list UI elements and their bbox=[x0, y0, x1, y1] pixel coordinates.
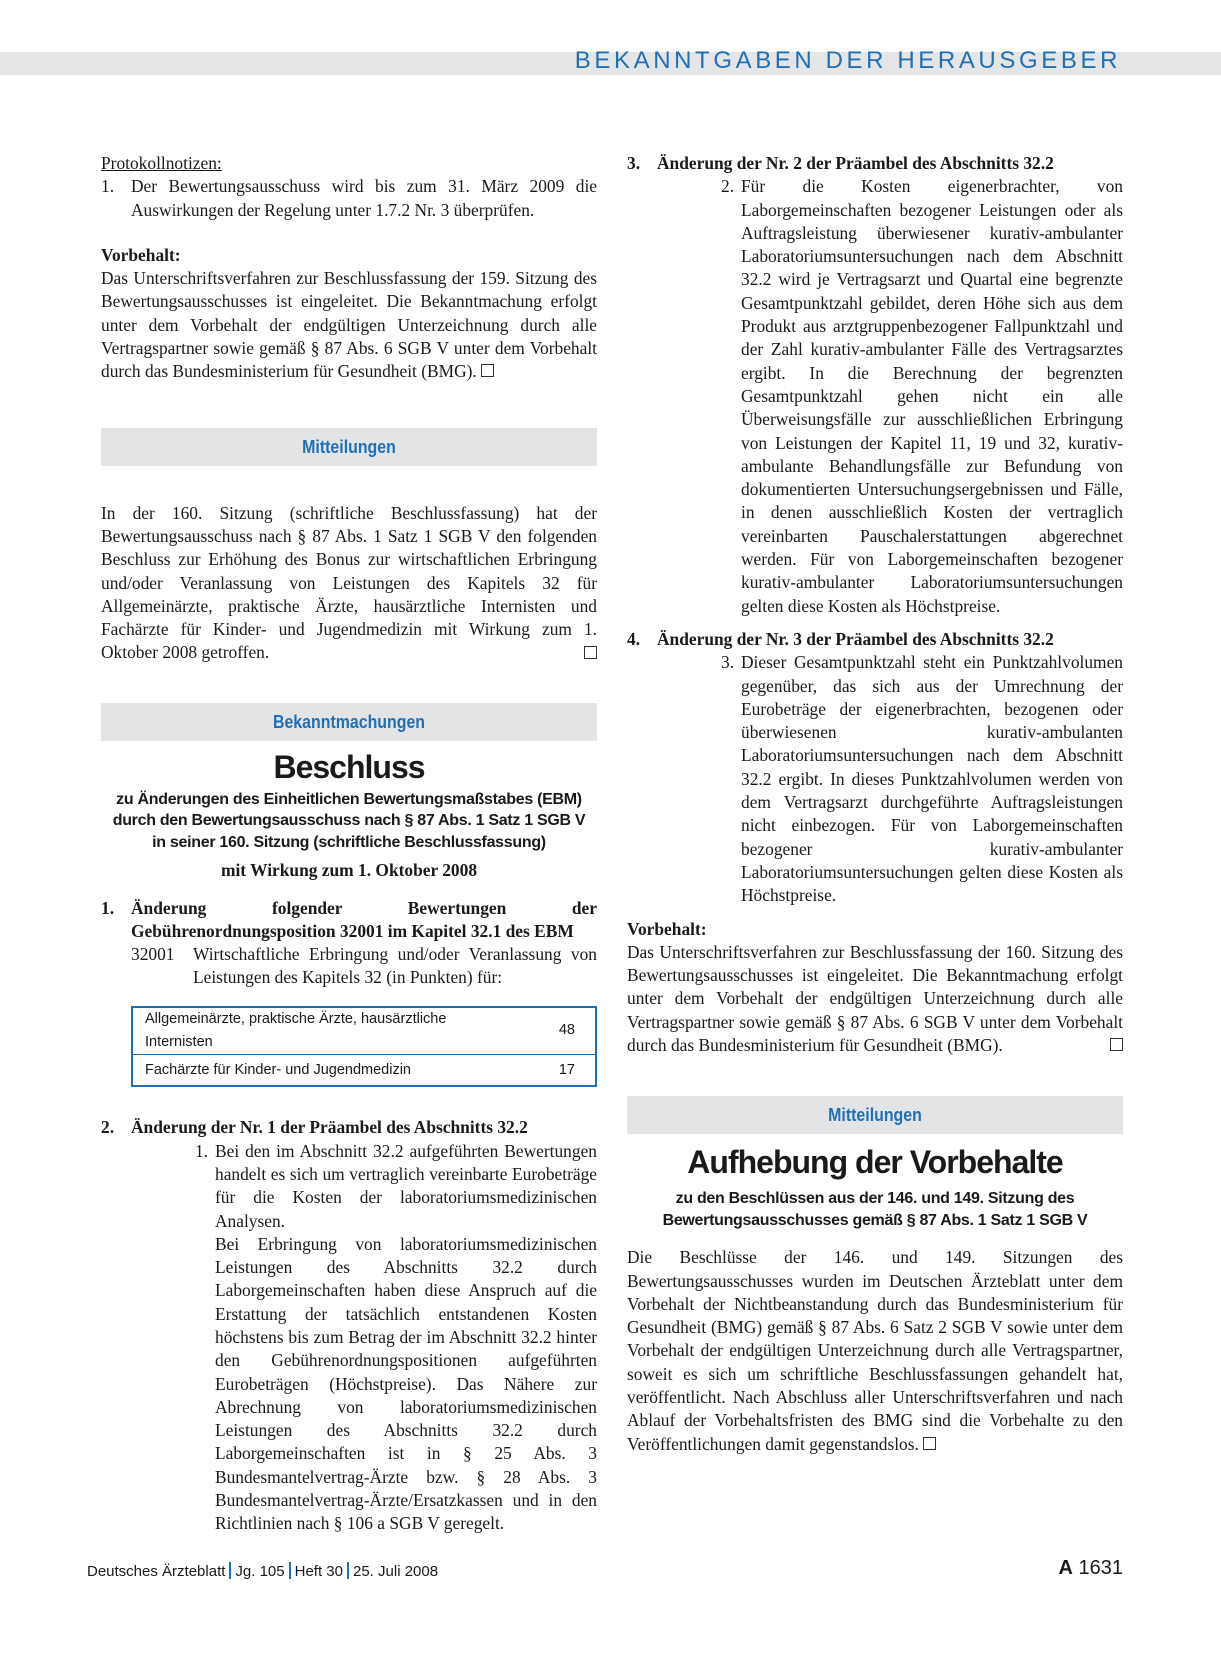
item4-number: 4. bbox=[627, 628, 641, 649]
item4-heading bbox=[627, 628, 1123, 651]
points-table-label: Fachärzte für Kinder- und Jugendmedizin bbox=[145, 1061, 411, 1078]
beschluss-subtitle-line-1: zu Änderungen des Einheitlichen Bewertungsmaßstabes (EBM) bbox=[116, 790, 582, 808]
protokoll-item-number: 1. bbox=[101, 176, 115, 197]
mitteilungen-heading-left: Mitteilungen bbox=[136, 428, 563, 466]
aufhebung-text-content: Die Beschlüsse der 146. und 149. Sitzungen des Bewertungsausschusses wurden im Deutschen Ärzteblatt unter dem Vorbehalt der Nichtbeanstandung durch das Bundesministerium für Gesundheit (BMG) gemäß § 87 Abs. 6 Satz 2 SGB V sowie unter dem Vorbehalt der endgültigen Unterzeichnung durch alle Vertragspartner, soweit es sich um schriftliche Beschlussfassungen gehandelt hat, veröffentlicht. Nach Abschluss aller Unterschriftsverfahren und nach Ablauf der Vorbehaltsfristen des BMG sind die Vorbehalte zu den Veröffentlichungen damit gegenstandslos. bbox=[627, 1247, 1123, 1454]
points-table bbox=[131, 1006, 597, 1088]
item3-body bbox=[627, 175, 1123, 618]
item2-heading bbox=[101, 1116, 597, 1139]
end-of-article-icon bbox=[1110, 1038, 1123, 1051]
footer-volume: Jg. 105 bbox=[235, 1563, 285, 1580]
mitteilungen-bar-right bbox=[627, 1096, 1123, 1134]
item1-code-line bbox=[101, 943, 597, 990]
table-row bbox=[132, 1055, 596, 1087]
item3-heading-text: Änderung der Nr. 2 der Präambel des Abschnitts 32.2 bbox=[657, 153, 1054, 173]
bekanntmachungen-bar bbox=[101, 703, 597, 741]
item3-paragraph bbox=[721, 175, 1123, 618]
protokoll-label: Protokollnotizen: bbox=[101, 153, 222, 173]
footer-separator bbox=[289, 1562, 291, 1579]
vorbehalt-label-right: Vorbehalt: bbox=[627, 918, 707, 939]
item3-paragraph-number: 2. bbox=[721, 176, 735, 197]
item2-body bbox=[101, 1140, 597, 1536]
item3-heading bbox=[627, 152, 1123, 175]
right-column bbox=[627, 152, 1123, 1456]
footer-citation bbox=[87, 1562, 438, 1580]
footer-issue: Heft 30 bbox=[294, 1563, 343, 1580]
beschluss-subtitle-line-2: durch den Bewertungsausschuss nach § 87 Abs. 1 Satz 1 SGB V bbox=[112, 812, 586, 830]
beschluss-title: Beschluss bbox=[273, 748, 425, 785]
item4-body bbox=[627, 651, 1123, 907]
end-of-article-icon bbox=[481, 364, 494, 377]
beschluss-subtitle-line-3: in seiner 160. Sitzung (schriftliche Beschlussfassung) bbox=[152, 833, 546, 851]
points-table-label: Allgemeinärzte, praktische Ärzte, hausärztliche Internisten bbox=[132, 1007, 523, 1055]
mitteilungen-bar-left bbox=[101, 428, 597, 466]
item1-code: 32001 bbox=[131, 944, 175, 965]
item1-heading-text: Änderung folgender Bewertungen der Gebührenordnungsposition 32001 im Kapitel 32.1 des EBM bbox=[131, 897, 597, 941]
page-number-value: 1631 bbox=[1078, 1557, 1123, 1579]
beschluss-effective-date: mit Wirkung zum 1. Oktober 2008 bbox=[220, 860, 478, 881]
vorbehalt-text-left bbox=[101, 267, 597, 383]
page-number bbox=[1058, 1557, 1123, 1580]
left-column bbox=[101, 152, 597, 1536]
points-table-value: 48 bbox=[523, 1007, 596, 1055]
aufhebung-title: Aufhebung der Vorbehalte bbox=[687, 1144, 1063, 1181]
aufhebung-subtitle-line-1: zu den Beschlüssen aus der 146. und 149. Sitzung des bbox=[675, 1190, 1075, 1208]
end-of-article-icon bbox=[584, 646, 597, 659]
footer-separator bbox=[229, 1562, 231, 1579]
bekanntmachungen-heading: Bekanntmachungen bbox=[136, 703, 563, 741]
item4-paragraph-number: 3. bbox=[721, 652, 735, 673]
item4-paragraph-text: Dieser Gesamtpunktzahl steht ein Punktzahlvolumen gegenüber, das sich aus der Umrechnung der Eurobeträge der eigenerbrachten, bezogenen oder überwiesenen kurativ-ambulanten Laboratoriumsuntersuchungen nach dem Abschnitt 32.2 ergibt. In dieses Punktzahlvolumen werden von dem Vertragsarzt durchgeführte Auftragsleistungen nicht einbezogen. Für von Laborgemeinschaften bezogener kurativ-ambulanter Laboratoriumsuntersuchungen gelten diese Kosten als Höchstpreise. bbox=[741, 652, 1123, 906]
vorbehalt-label-left: Vorbehalt: bbox=[101, 244, 181, 265]
protokoll-item bbox=[101, 175, 597, 222]
item4-heading-text: Änderung der Nr. 3 der Präambel des Abschnitts 32.2 bbox=[657, 628, 1054, 649]
end-of-article-icon bbox=[923, 1437, 936, 1450]
item1-code-text: Wirtschaftliche Erbringung und/oder Veranlassung von Leistungen des Kapitels 32 (in Punkten) für: bbox=[193, 944, 597, 988]
item1-number: 1. bbox=[101, 897, 115, 918]
section-header-title: BEKANNTGABEN DER HERAUSGEBER bbox=[574, 47, 1121, 74]
item2-paragraph-1: Bei den im Abschnitt 32.2 aufgeführten Bewertungen handelt es sich um vertraglich vereinbarte Eurobeträge für die Kosten der laboratoriumsmedizinischen Analysen. bbox=[215, 1140, 597, 1231]
item2-paragraph bbox=[195, 1140, 597, 1233]
aufhebung-subtitle-line-2: Bewertungsausschusses gemäß § 87 Abs. 1 Satz 1 SGB V bbox=[662, 1211, 1088, 1229]
item2-heading-text: Änderung der Nr. 1 der Präambel des Abschnitts 32.2 bbox=[131, 1117, 528, 1138]
page-prefix: A bbox=[1058, 1557, 1073, 1579]
footer-date: 25. Juli 2008 bbox=[353, 1563, 439, 1580]
item2-number: 2. bbox=[101, 1117, 115, 1138]
vorbehalt-text-right: Das Unterschriftsverfahren zur Beschlussfassung der 160. Sitzung des Bewertungsausschusses ist eingeleitet. Die Bekanntmachung erfolgt unter dem Vorbehalt der endgültigen Unterzeichnung durch alle Vertragspartner sowie gemäß § 87 Abs. 6 SGB V unter dem Vorbehalt durch das Bundesministerium für Gesundheit (BMG). bbox=[627, 941, 1123, 1055]
item3-number: 3. bbox=[627, 153, 641, 173]
protokoll-item-text: Der Bewertungsausschuss wird bis zum 31. März 2009 die Auswirkungen der Regelung unter 1.7.2 Nr. 3 überprüfen. bbox=[131, 176, 597, 220]
points-table-value: 17 bbox=[558, 1061, 575, 1078]
footer-journal: Deutsches Ärzteblatt bbox=[87, 1563, 226, 1580]
mitteilungen-heading-right: Mitteilungen bbox=[662, 1096, 1089, 1134]
item1-heading bbox=[101, 897, 597, 944]
item2-paragraph-2: Bei Erbringung von laboratoriumsmedizinischen Leistungen des Abschnitts 32.2 durch Laborgemeinschaften haben diese Anspruch auf die Erstattung der tatsächlich entstandenen Kosten höchstens bis zum Betrag der im Abschnitt 32.2 hinter den Gebührenordnungspositionen aufgeführten Eurobeträgen (Höchstpreise). Das Nähere zur Abrechnung von laboratoriumsmedizinischen Leistungen des Abschnitts 32.2 durch Laborgemeinschaften ist in § 25 Abs. 3 Bundesmantelvertrag-Ärzte bzw. § 28 Abs. 3 Bundesmantelvertrag-Ärzte/Ersatzkassen und in den Richtlinien nach § 106 a SGB V geregelt. bbox=[215, 1233, 597, 1534]
vorbehalt-text-left-content: Das Unterschriftsverfahren zur Beschlussfassung der 159. Sitzung des Bewertungsausschusses ist eingeleitet. Die Bekanntmachung erfolgt unter dem Vorbehalt der endgültigen Unterzeichnung durch alle Vertragspartner sowie gemäß § 87 Abs. 6 SGB V unter dem Vorbehalt durch das Bundesministerium für Gesundheit (BMG). bbox=[101, 268, 597, 382]
item3-paragraph-text: Für die Kosten eigenerbrachter, von Laborgemeinschaften bezogener Leistungen oder als Auftragsleistung überwiesener kurativ-ambulanter Laboratoriumsuntersuchungen nach dem Abschnitt 32.2 wird je Vertragsarzt und Quartal eine begrenzte Gesamtpunktzahl gebildet, deren Höhe sich aus dem Produkt aus arztgruppenbezogener Fallpunktzahl und der Zahl kurativ-ambulanter Fälle des Vertragsarztes ergibt. In die Berechnung der begrenzten Gesamtpunktzahl gehen nicht ein alle Überweisungsfälle zur ausschließlichen Erbringung von Leistungen der Kapitel 11, 19 und 32, kurativ-ambulante Behandlungsfälle zur Befundung von dokumentierten Untersuchungsergebnissen und Fälle, in denen ausschließlich Kosten der vertraglich vereinbarten Pauschalerstattungen abgerechnet werden. Für von Laborgemeinschaften bezogener kurativ-ambulanter Laboratoriumsuntersuchungen gelten diese Kosten als Höchstpreise. bbox=[741, 176, 1123, 616]
footer-separator bbox=[347, 1562, 349, 1579]
item2-paragraph-number: 1. bbox=[195, 1140, 209, 1161]
mitteilungen-text-left: In der 160. Sitzung (schriftliche Beschlussfassung) hat der Bewertungsausschuss nach § 87 Abs. 1 Satz 1 SGB V den folgenden Beschluss zur Erhöhung des Bonus zur wirtschaftlichen Erbringung und/oder Veranlassung von Leistungen des Kapitels 32 für Allgemeinärzte, praktische Ärzte, hausärztliche Internisten und Fachärzte für Kinder- und Jugendmedizin mit Wirkung zum 1. Oktober 2008 getroffen. bbox=[101, 502, 597, 663]
item4-paragraph bbox=[721, 651, 1123, 907]
table-row bbox=[132, 1007, 596, 1055]
aufhebung-text bbox=[627, 1246, 1123, 1456]
